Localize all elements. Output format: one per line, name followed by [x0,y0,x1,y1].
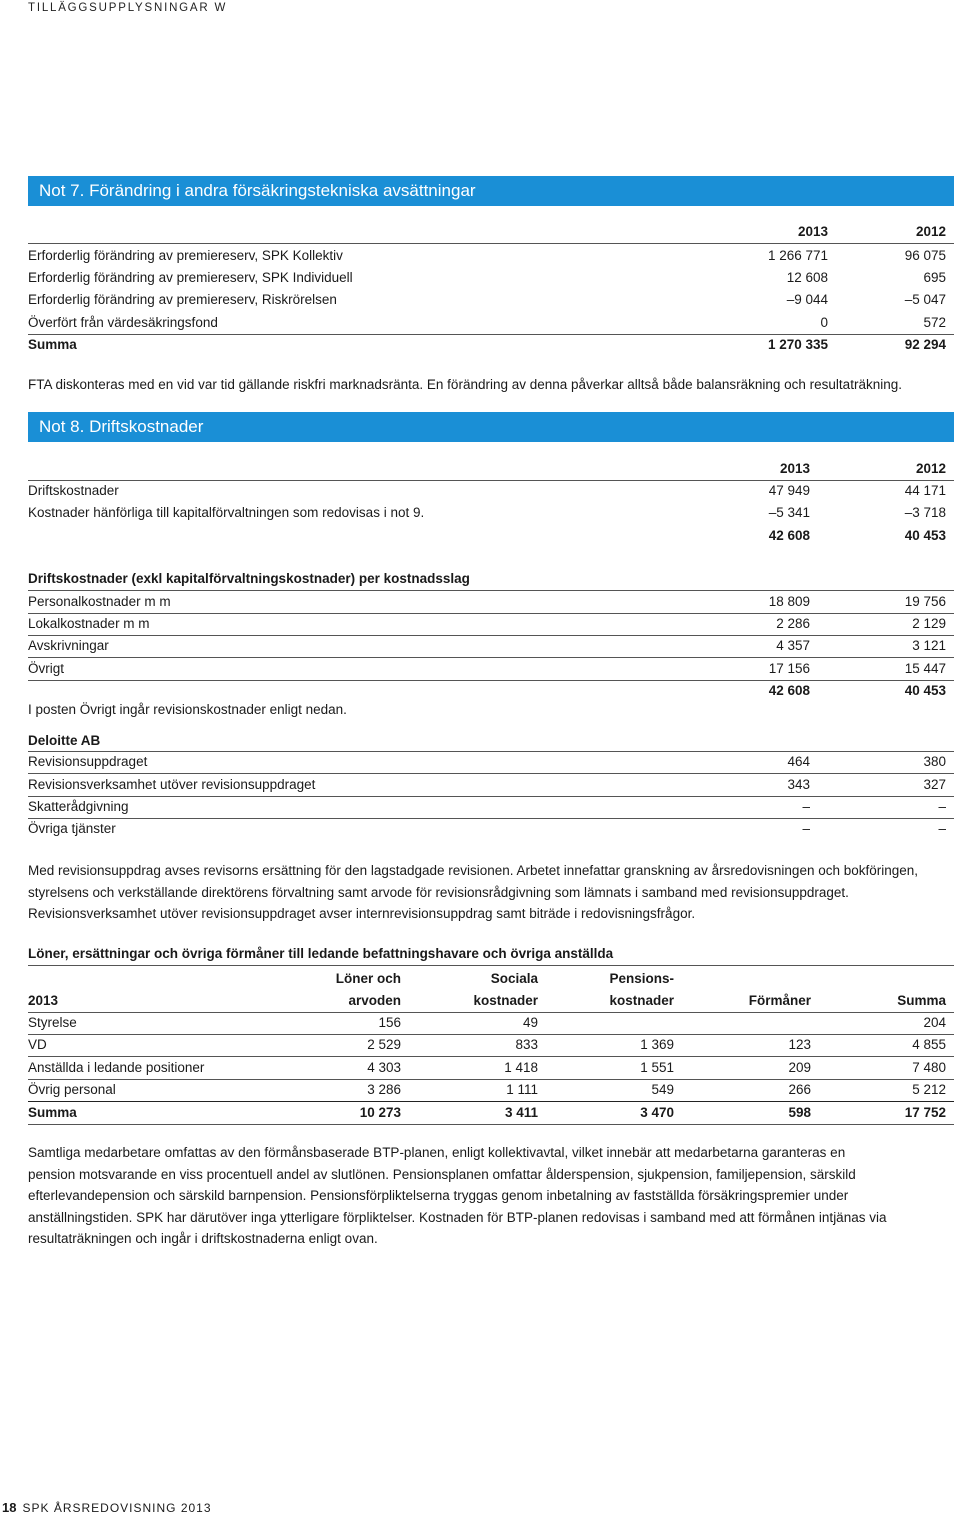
value-2013: 0 [820,315,828,330]
salaries-header-line1 [28,969,946,989]
col-header: Summa [897,993,946,1008]
table-row [28,659,946,679]
row-label: Summa [28,1105,77,1120]
value-2013: 343 [787,777,810,792]
table-row [28,797,946,817]
paragraph-line: Revisionsverksamhet utöver revisionsuppdraget avser internrevisionsuppdrag samt biträde i redovisningsfrågor. [28,906,696,921]
section-heading: Löner, ersättningar och övriga förmåner till ledande befattningshavare och övriga anställda [28,946,614,961]
year-2013: 2013 [779,461,810,476]
value-2013: 1 266 771 [767,248,828,263]
table-row [28,636,946,656]
divider [28,1124,954,1125]
paragraph-line: resultaträkningen och ingår i driftskostnaderna enligt ovan. [28,1231,378,1246]
table-row [28,592,946,612]
value-2013: 12 608 [786,270,828,285]
salaries-header-line2 [28,991,946,1011]
row-label: Erforderlig förändring av premiereserv, SPK Kollektiv [28,248,343,263]
col-header: Löner och [335,971,401,986]
cell: 4 855 [912,1037,946,1052]
value-2012: 92 294 [904,337,946,352]
audit-heading [28,731,946,751]
cell: 833 [515,1037,538,1052]
row-label: Övrig personal [28,1082,116,1097]
audit-paragraph [28,860,954,925]
value-2013: –5 341 [768,505,810,520]
table-row [28,481,946,501]
value-2013: –9 044 [786,292,828,307]
value-2013: 42 608 [768,528,810,543]
value-2013: 464 [787,754,810,769]
cell: 549 [651,1082,674,1097]
cell: 266 [788,1082,811,1097]
cell: 1 418 [504,1060,538,1075]
divider [28,657,954,658]
page-number: 18 [2,1500,17,1515]
cell: 209 [788,1060,811,1075]
paragraph-line: Samtliga medarbetare omfattas av den förmånsbaserade BTP-planen, enligt kollektivavtal, vilket innebär att medarbetarna garanteras en [28,1145,846,1160]
table-row [28,1013,946,1033]
table-row [28,819,946,839]
sum-row [28,1103,946,1123]
col-header: Pensions- [609,971,674,986]
table-row [28,614,946,634]
paragraph-line: pension motsvarande en viss procentuell andel av slutlönen. Pensionsplanen omfattar ålderspension, sjukpension, familjepension, särskild [28,1166,856,1182]
value-2012: 327 [923,777,946,792]
cell: 3 470 [640,1105,674,1120]
row-label: Revisionsverksamhet utöver revisionsuppdraget [28,777,316,792]
note8-title: Not 8. Driftskostnader [28,412,954,442]
row-label: Driftskostnader [28,483,119,498]
row-label: Anställda i ledande positioner [28,1060,205,1075]
row-label: Erforderlig förändring av premiereserv, SPK Individuell [28,270,353,285]
value-2012: 2 129 [912,616,946,631]
row-label: Överfört från värdesäkringsfond [28,315,218,330]
section-heading: Driftskostnader (exkl kapitalförvaltningskostnader) per kostnadsslag [28,571,470,586]
value-2013: 17 156 [768,661,810,676]
col-header: Sociala [490,971,538,986]
row-label: Personalkostnader m m [28,594,171,609]
table-row [28,1080,946,1100]
value-2012: – [938,821,946,836]
value-2012: 380 [923,754,946,769]
table-row [28,503,946,523]
cell: 1 111 [506,1082,538,1097]
value-2013: 18 809 [768,594,810,609]
divider [28,1101,954,1102]
divider [28,773,954,774]
note7-footnote [28,374,954,396]
row-label: Lokalkostnader m m [28,616,150,631]
cell: 2 529 [367,1037,401,1052]
note7-title: Not 7. Förändring i andra försäkringstekniska avsättningar [28,176,954,206]
table-row [28,313,946,333]
table-row [28,1058,946,1078]
paragraph-line: Med revisionsuppdrag avses revisorns ersättning för den lagstadgade revisionen. Arbetet innefattar granskning av årsredovisningen och bokföringen, [28,863,919,878]
table-row [28,752,946,772]
cell: 204 [923,1015,946,1030]
cell: 1 551 [640,1060,674,1075]
table-row [28,268,946,288]
table-row [28,290,946,310]
cost-type-heading [28,569,946,589]
note8-year-header [28,459,946,479]
col-header: kostnader [609,993,674,1008]
value-2012: 40 453 [904,683,946,698]
footer-text: SPK ÅRSREDOVISNING 2013 [22,1501,212,1515]
row-label: VD [28,1037,47,1052]
cost-type-note [28,700,946,720]
value-2012: 15 447 [904,661,946,676]
note7-year-header [28,222,946,242]
value-2012: 695 [923,270,946,285]
cell: 49 [522,1015,538,1030]
pension-paragraph [28,1142,954,1250]
year-2012: 2012 [915,224,946,239]
divider [28,965,954,966]
value-2012: –5 047 [904,292,946,307]
cell: 10 273 [359,1105,401,1120]
row-label: Kostnader hänförliga till kapitalförvaltningen som redovisas i not 9. [28,505,425,520]
value-2013: 47 949 [768,483,810,498]
value-2013: – [802,821,810,836]
value-2012: 3 121 [912,638,946,653]
cell: 3 286 [367,1082,401,1097]
year-label: 2013 [28,993,59,1008]
value-2012: 40 453 [904,528,946,543]
row-label: Övriga tjänster [28,821,116,836]
footnote-text: FTA diskonteras med en vid var tid gällande riskfri marknadsränta. En förändring av denna påverkar alltså både balansräkning och resultaträkning. [28,377,902,392]
year-2012: 2012 [915,461,946,476]
row-label: Skatterådgivning [28,799,129,814]
cell: 1 369 [640,1037,674,1052]
paragraph-line: anställningstiden. SPK har därutöver inga ytterligare förpliktelser. Kostnaden för BTP-planen redovisas i samband med att förmånen intjänas via [28,1209,887,1225]
row-label: Erforderlig förändring av premiereserv, Riskrörelsen [28,292,337,307]
table-row [28,246,946,266]
col-header: arvoden [348,993,401,1008]
row-label: Revisionsuppdraget [28,754,148,769]
col-header: Förmåner [748,993,811,1008]
note-text: I posten Övrigt ingår revisionskostnader enligt nedan. [28,702,347,717]
running-header: TILLÄGGSUPPLYSNINGAR W [28,2,228,14]
paragraph-line: efterlevandepension och särskild barnpension. Pensionsförpliktelserna tryggas genom inbetalning av fastställda försäkringspremier under [28,1188,849,1203]
sum-row [28,335,946,355]
cell: 7 480 [912,1060,946,1075]
section-heading: Deloitte AB [28,733,101,748]
value-2013: – [802,799,810,814]
col-header: kostnader [473,993,538,1008]
value-2013: 2 286 [776,616,810,631]
cell: 17 752 [904,1105,946,1120]
divider [28,243,954,244]
cell: 123 [788,1037,811,1052]
row-label: Avskrivningar [28,638,109,653]
total-row [28,526,946,546]
salaries-heading [28,944,946,964]
cell: 5 212 [912,1082,946,1097]
value-2012: –3 718 [904,505,946,520]
value-2013: 1 270 335 [767,337,828,352]
row-label: Styrelse [28,1015,77,1030]
table-row [28,775,946,795]
row-label: Summa [28,337,77,352]
paragraph-line: styrelsens och verkställande direktörens förvaltning samt arvode för revisionsrådgivning som lämnats i samband med revisionsuppdraget. [28,884,849,900]
page-footer [2,1500,212,1515]
year-2013: 2013 [797,224,828,239]
table-row [28,1035,946,1055]
cell: 156 [378,1015,401,1030]
total-row [28,681,946,701]
cell: 3 411 [504,1105,538,1120]
value-2012: 572 [923,315,946,330]
value-2013: 4 357 [776,638,810,653]
value-2012: 44 171 [904,483,946,498]
divider [28,1056,954,1057]
value-2012: 19 756 [904,594,946,609]
divider [28,590,954,591]
value-2012: – [938,799,946,814]
value-2013: 42 608 [768,683,810,698]
cell: 598 [788,1105,811,1120]
value-2012: 96 075 [904,248,946,263]
cell: 4 303 [367,1060,401,1075]
row-label: Övrigt [28,661,65,676]
